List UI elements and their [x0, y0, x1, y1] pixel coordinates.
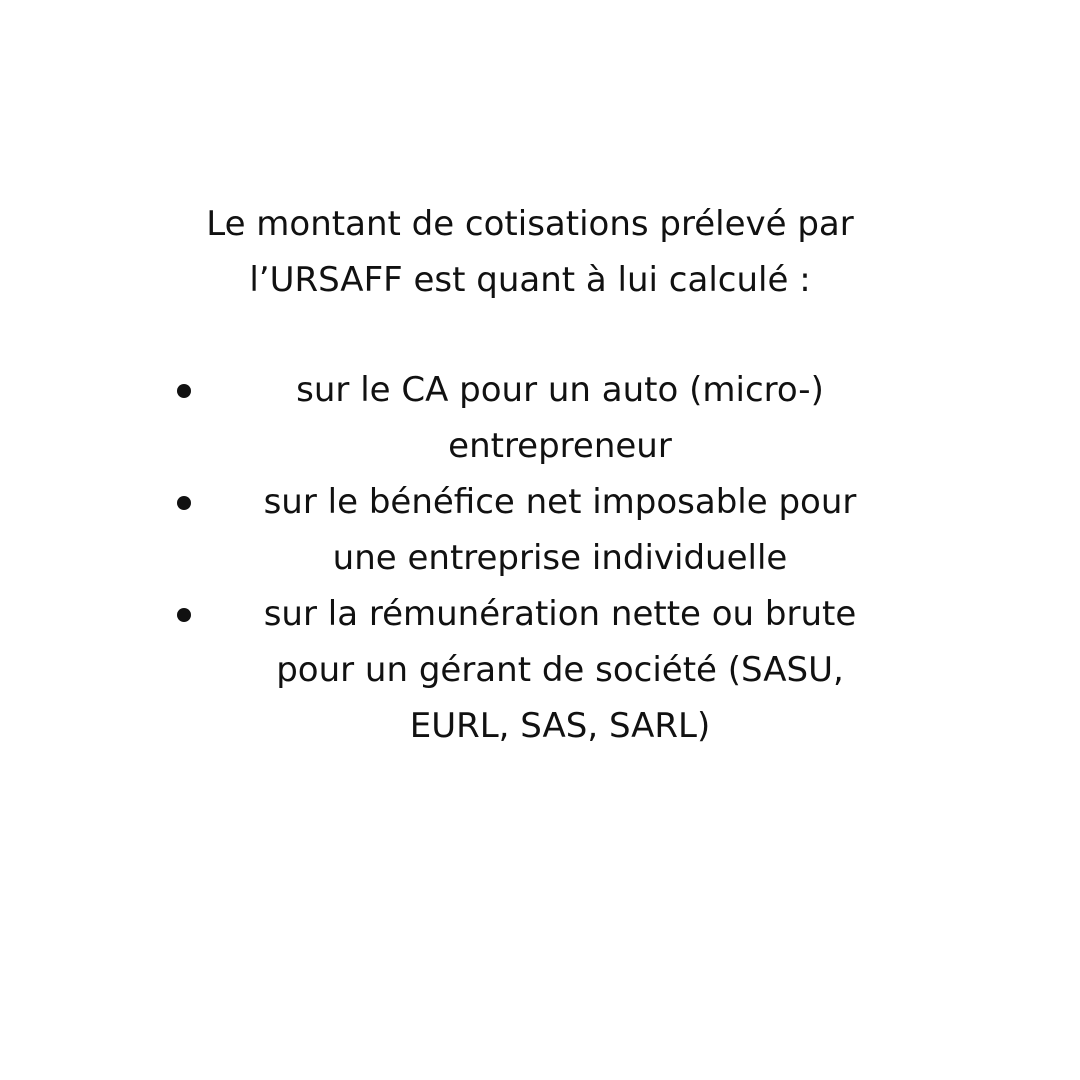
bullet-3-line-3: EURL, SAS, SARL) [409, 706, 711, 746]
bullet-2-line-1: sur le bénéfice net imposable pour [263, 482, 857, 522]
bullet-text [230, 362, 890, 474]
bullet-1-line-2: entrepreneur [448, 426, 672, 466]
bullet-dot-icon [177, 608, 191, 622]
bullet-dot-icon [177, 496, 191, 510]
bullet-3-line-1: sur la rémunération nette ou brute [263, 594, 857, 634]
bullet-text [200, 474, 920, 586]
intro-line-2: l’URSAFF est quant à lui calculé : [249, 260, 811, 300]
bullet-dot-icon [177, 384, 191, 398]
bullet-text [200, 586, 920, 754]
bullet-2-line-2: une entreprise individuelle [332, 538, 788, 578]
intro-line-1: Le montant de cotisations prélevé par [206, 204, 854, 244]
bullet-1-line-1: sur le CA pour un auto (micro-) [296, 370, 824, 410]
bullet-3-line-2: pour un gérant de société (SASU, [276, 650, 844, 690]
